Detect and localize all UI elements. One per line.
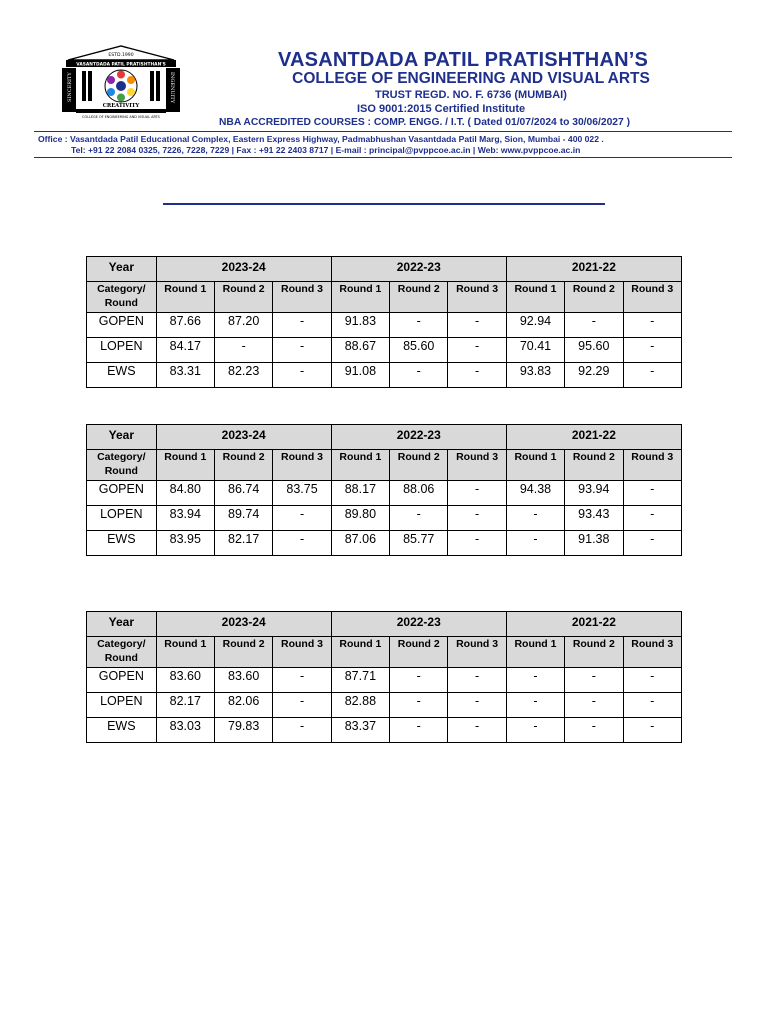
- category-cell: LOPEN: [87, 693, 157, 718]
- year-label: Year: [87, 425, 157, 450]
- table-row: [87, 363, 682, 388]
- score-cell: -: [506, 531, 564, 556]
- score-cell: 93.94: [565, 481, 623, 506]
- round-3-header: Round 3: [448, 282, 506, 313]
- score-cell: 89.74: [214, 506, 272, 531]
- score-cell: -: [565, 668, 623, 693]
- score-cell: -: [623, 693, 682, 718]
- score-cell: -: [273, 693, 331, 718]
- score-cell: -: [448, 718, 506, 743]
- score-cell: 89.80: [331, 506, 389, 531]
- score-cell: 85.60: [390, 338, 448, 363]
- year-label: Year: [87, 612, 157, 637]
- year-2023-24: 2023-24: [156, 612, 331, 637]
- score-cell: -: [623, 338, 682, 363]
- score-cell: -: [448, 531, 506, 556]
- category-label-line1: Category/: [97, 638, 146, 650]
- score-cell: -: [448, 481, 506, 506]
- score-cell: -: [565, 693, 623, 718]
- score-cell: 82.06: [214, 693, 272, 718]
- round-1-header: Round 1: [506, 637, 564, 668]
- score-cell: -: [448, 506, 506, 531]
- score-cell: 86.74: [214, 481, 272, 506]
- category-round-label: [87, 282, 157, 313]
- score-cell: -: [506, 693, 564, 718]
- score-cell: -: [623, 718, 682, 743]
- score-cell: 87.06: [331, 531, 389, 556]
- college-name: COLLEGE OF ENGINEERING AND VISUAL ARTS: [292, 70, 650, 87]
- round-2-header: Round 2: [390, 637, 448, 668]
- round-1-header: Round 1: [331, 450, 389, 481]
- year-header-row: [87, 257, 682, 282]
- score-cell: 82.17: [156, 693, 214, 718]
- iso-certification: ISO 9001:2015 Certified Institute: [357, 103, 526, 115]
- category-label-line1: Category/: [97, 451, 146, 463]
- score-cell: 88.06: [390, 481, 448, 506]
- score-cell: 84.80: [156, 481, 214, 506]
- year-2022-23: 2022-23: [331, 257, 506, 282]
- score-cell: 94.38: [506, 481, 564, 506]
- score-cell: 91.08: [331, 363, 389, 388]
- score-cell: 83.75: [273, 481, 331, 506]
- round-3-header: Round 3: [448, 637, 506, 668]
- category-cell: EWS: [87, 363, 157, 388]
- score-cell: -: [273, 363, 331, 388]
- score-cell: -: [390, 718, 448, 743]
- score-cell: 84.17: [156, 338, 214, 363]
- round-3-header: Round 3: [273, 450, 331, 481]
- score-cell: 93.83: [506, 363, 564, 388]
- score-cell: 82.17: [214, 531, 272, 556]
- office-address: Office : Vasantdada Patil Educational Complex, Eastern Express Highway, Padmabhushan Vasantdada Patil Marg, Sion, Mumbai - 400 022 .: [38, 134, 604, 144]
- logo-left-word: SINCERITY: [67, 72, 73, 102]
- cutoff-table-3: [86, 611, 682, 743]
- logo-bottom-word: CREATIVITY: [102, 103, 140, 109]
- round-1-header: Round 1: [156, 282, 214, 313]
- round-1-header: Round 1: [156, 450, 214, 481]
- round-2-header: Round 2: [565, 637, 623, 668]
- round-3-header: Round 3: [273, 282, 331, 313]
- score-cell: -: [390, 668, 448, 693]
- score-cell: -: [623, 506, 682, 531]
- score-cell: 87.66: [156, 313, 214, 338]
- table-row: [87, 718, 682, 743]
- year-2021-22: 2021-22: [506, 612, 681, 637]
- score-cell: 92.29: [565, 363, 623, 388]
- score-cell: -: [273, 506, 331, 531]
- score-cell: 87.71: [331, 668, 389, 693]
- score-cell: -: [623, 363, 682, 388]
- score-cell: 83.95: [156, 531, 214, 556]
- round-2-header: Round 2: [214, 450, 272, 481]
- score-cell: -: [390, 506, 448, 531]
- category-cell: LOPEN: [87, 338, 157, 363]
- year-2023-24: 2023-24: [156, 257, 331, 282]
- table-row: [87, 693, 682, 718]
- table-row: [87, 506, 682, 531]
- category-cell: EWS: [87, 718, 157, 743]
- round-1-header: Round 1: [506, 282, 564, 313]
- cutoff-table-2: [86, 424, 682, 556]
- category-label-line2: Round: [104, 465, 138, 477]
- year-2022-23: 2022-23: [331, 612, 506, 637]
- score-cell: -: [623, 531, 682, 556]
- college-logo: [56, 44, 186, 122]
- score-cell: 70.41: [506, 338, 564, 363]
- round-2-header: Round 2: [214, 282, 272, 313]
- round-1-header: Round 1: [331, 637, 389, 668]
- round-3-header: Round 3: [273, 637, 331, 668]
- round-header-row: [87, 450, 682, 481]
- score-cell: -: [214, 338, 272, 363]
- round-2-header: Round 2: [565, 282, 623, 313]
- score-cell: 83.37: [331, 718, 389, 743]
- round-2-header: Round 2: [565, 450, 623, 481]
- logo-name: VASANTDADA PATIL PRATISHTHAN'S: [76, 62, 166, 68]
- nba-accreditation: NBA ACCREDITED COURSES : COMP. ENGG. / I.T. ( Dated 01/07/2024 to 30/06/2027 ): [219, 117, 631, 128]
- score-cell: -: [448, 668, 506, 693]
- score-cell: -: [623, 313, 682, 338]
- round-2-header: Round 2: [390, 450, 448, 481]
- score-cell: 83.31: [156, 363, 214, 388]
- score-cell: -: [273, 718, 331, 743]
- score-cell: 82.23: [214, 363, 272, 388]
- title-underline: [163, 203, 605, 205]
- header-divider-top: [34, 131, 732, 132]
- header-divider-bottom: [34, 157, 732, 158]
- logo-right-word: INGENUITY: [169, 72, 175, 104]
- category-cell: GOPEN: [87, 668, 157, 693]
- year-label: Year: [87, 257, 157, 282]
- score-cell: -: [273, 531, 331, 556]
- score-cell: 87.20: [214, 313, 272, 338]
- score-cell: -: [448, 313, 506, 338]
- category-label-line2: Round: [104, 652, 138, 664]
- round-header-row: [87, 637, 682, 668]
- score-cell: 91.38: [565, 531, 623, 556]
- table-row: [87, 338, 682, 363]
- score-cell: -: [273, 313, 331, 338]
- category-label-line2: Round: [104, 297, 138, 309]
- score-cell: 95.60: [565, 338, 623, 363]
- score-cell: -: [506, 668, 564, 693]
- category-label-line1: Category/: [97, 283, 146, 295]
- score-cell: 93.43: [565, 506, 623, 531]
- category-cell: GOPEN: [87, 481, 157, 506]
- year-2021-22: 2021-22: [506, 425, 681, 450]
- score-cell: -: [565, 313, 623, 338]
- score-cell: -: [390, 693, 448, 718]
- year-header-row: [87, 425, 682, 450]
- round-3-header: Round 3: [623, 450, 682, 481]
- round-2-header: Round 2: [214, 637, 272, 668]
- year-2021-22: 2021-22: [506, 257, 681, 282]
- score-cell: 91.83: [331, 313, 389, 338]
- category-cell: LOPEN: [87, 506, 157, 531]
- round-3-header: Round 3: [623, 637, 682, 668]
- score-cell: -: [273, 338, 331, 363]
- round-2-header: Round 2: [390, 282, 448, 313]
- category-round-label: [87, 450, 157, 481]
- round-3-header: Round 3: [623, 282, 682, 313]
- score-cell: -: [448, 338, 506, 363]
- category-cell: GOPEN: [87, 313, 157, 338]
- score-cell: 82.88: [331, 693, 389, 718]
- table-row: [87, 313, 682, 338]
- trust-registration: TRUST REGD. NO. F. 6736 (MUMBAI): [375, 89, 567, 101]
- score-cell: -: [390, 363, 448, 388]
- table-row: [87, 668, 682, 693]
- round-1-header: Round 1: [331, 282, 389, 313]
- table-row: [87, 531, 682, 556]
- contact-details: Tel: +91 22 2084 0325, 7226, 7228, 7229 | Fax : +91 22 2403 8717 | E-mail : principal@pvppcoe.ac.in | Web: www.pvppcoe.ac.in: [71, 145, 581, 155]
- score-cell: -: [623, 668, 682, 693]
- score-cell: -: [506, 718, 564, 743]
- score-cell: 88.17: [331, 481, 389, 506]
- score-cell: -: [506, 506, 564, 531]
- score-cell: -: [565, 718, 623, 743]
- score-cell: 83.94: [156, 506, 214, 531]
- round-1-header: Round 1: [506, 450, 564, 481]
- score-cell: 83.60: [214, 668, 272, 693]
- score-cell: -: [448, 363, 506, 388]
- category-cell: EWS: [87, 531, 157, 556]
- cutoff-table-1: [86, 256, 682, 388]
- score-cell: 79.83: [214, 718, 272, 743]
- score-cell: -: [623, 481, 682, 506]
- score-cell: 92.94: [506, 313, 564, 338]
- score-cell: -: [273, 668, 331, 693]
- year-header-row: [87, 612, 682, 637]
- score-cell: 88.67: [331, 338, 389, 363]
- institution-name: VASANTDADA PATIL PRATISHTHAN’S: [277, 49, 649, 71]
- round-header-row: [87, 282, 682, 313]
- score-cell: -: [390, 313, 448, 338]
- category-round-label: [87, 637, 157, 668]
- score-cell: 83.60: [156, 668, 214, 693]
- round-1-header: Round 1: [156, 637, 214, 668]
- score-cell: -: [448, 693, 506, 718]
- score-cell: 85.77: [390, 531, 448, 556]
- logo-estd: ESTD.1990: [108, 53, 134, 58]
- year-2022-23: 2022-23: [331, 425, 506, 450]
- table-row: [87, 481, 682, 506]
- score-cell: 83.03: [156, 718, 214, 743]
- year-2023-24: 2023-24: [156, 425, 331, 450]
- logo-footer: COLLEGE OF ENGINEERING AND VISUAL ARTS: [82, 115, 160, 119]
- round-3-header: Round 3: [448, 450, 506, 481]
